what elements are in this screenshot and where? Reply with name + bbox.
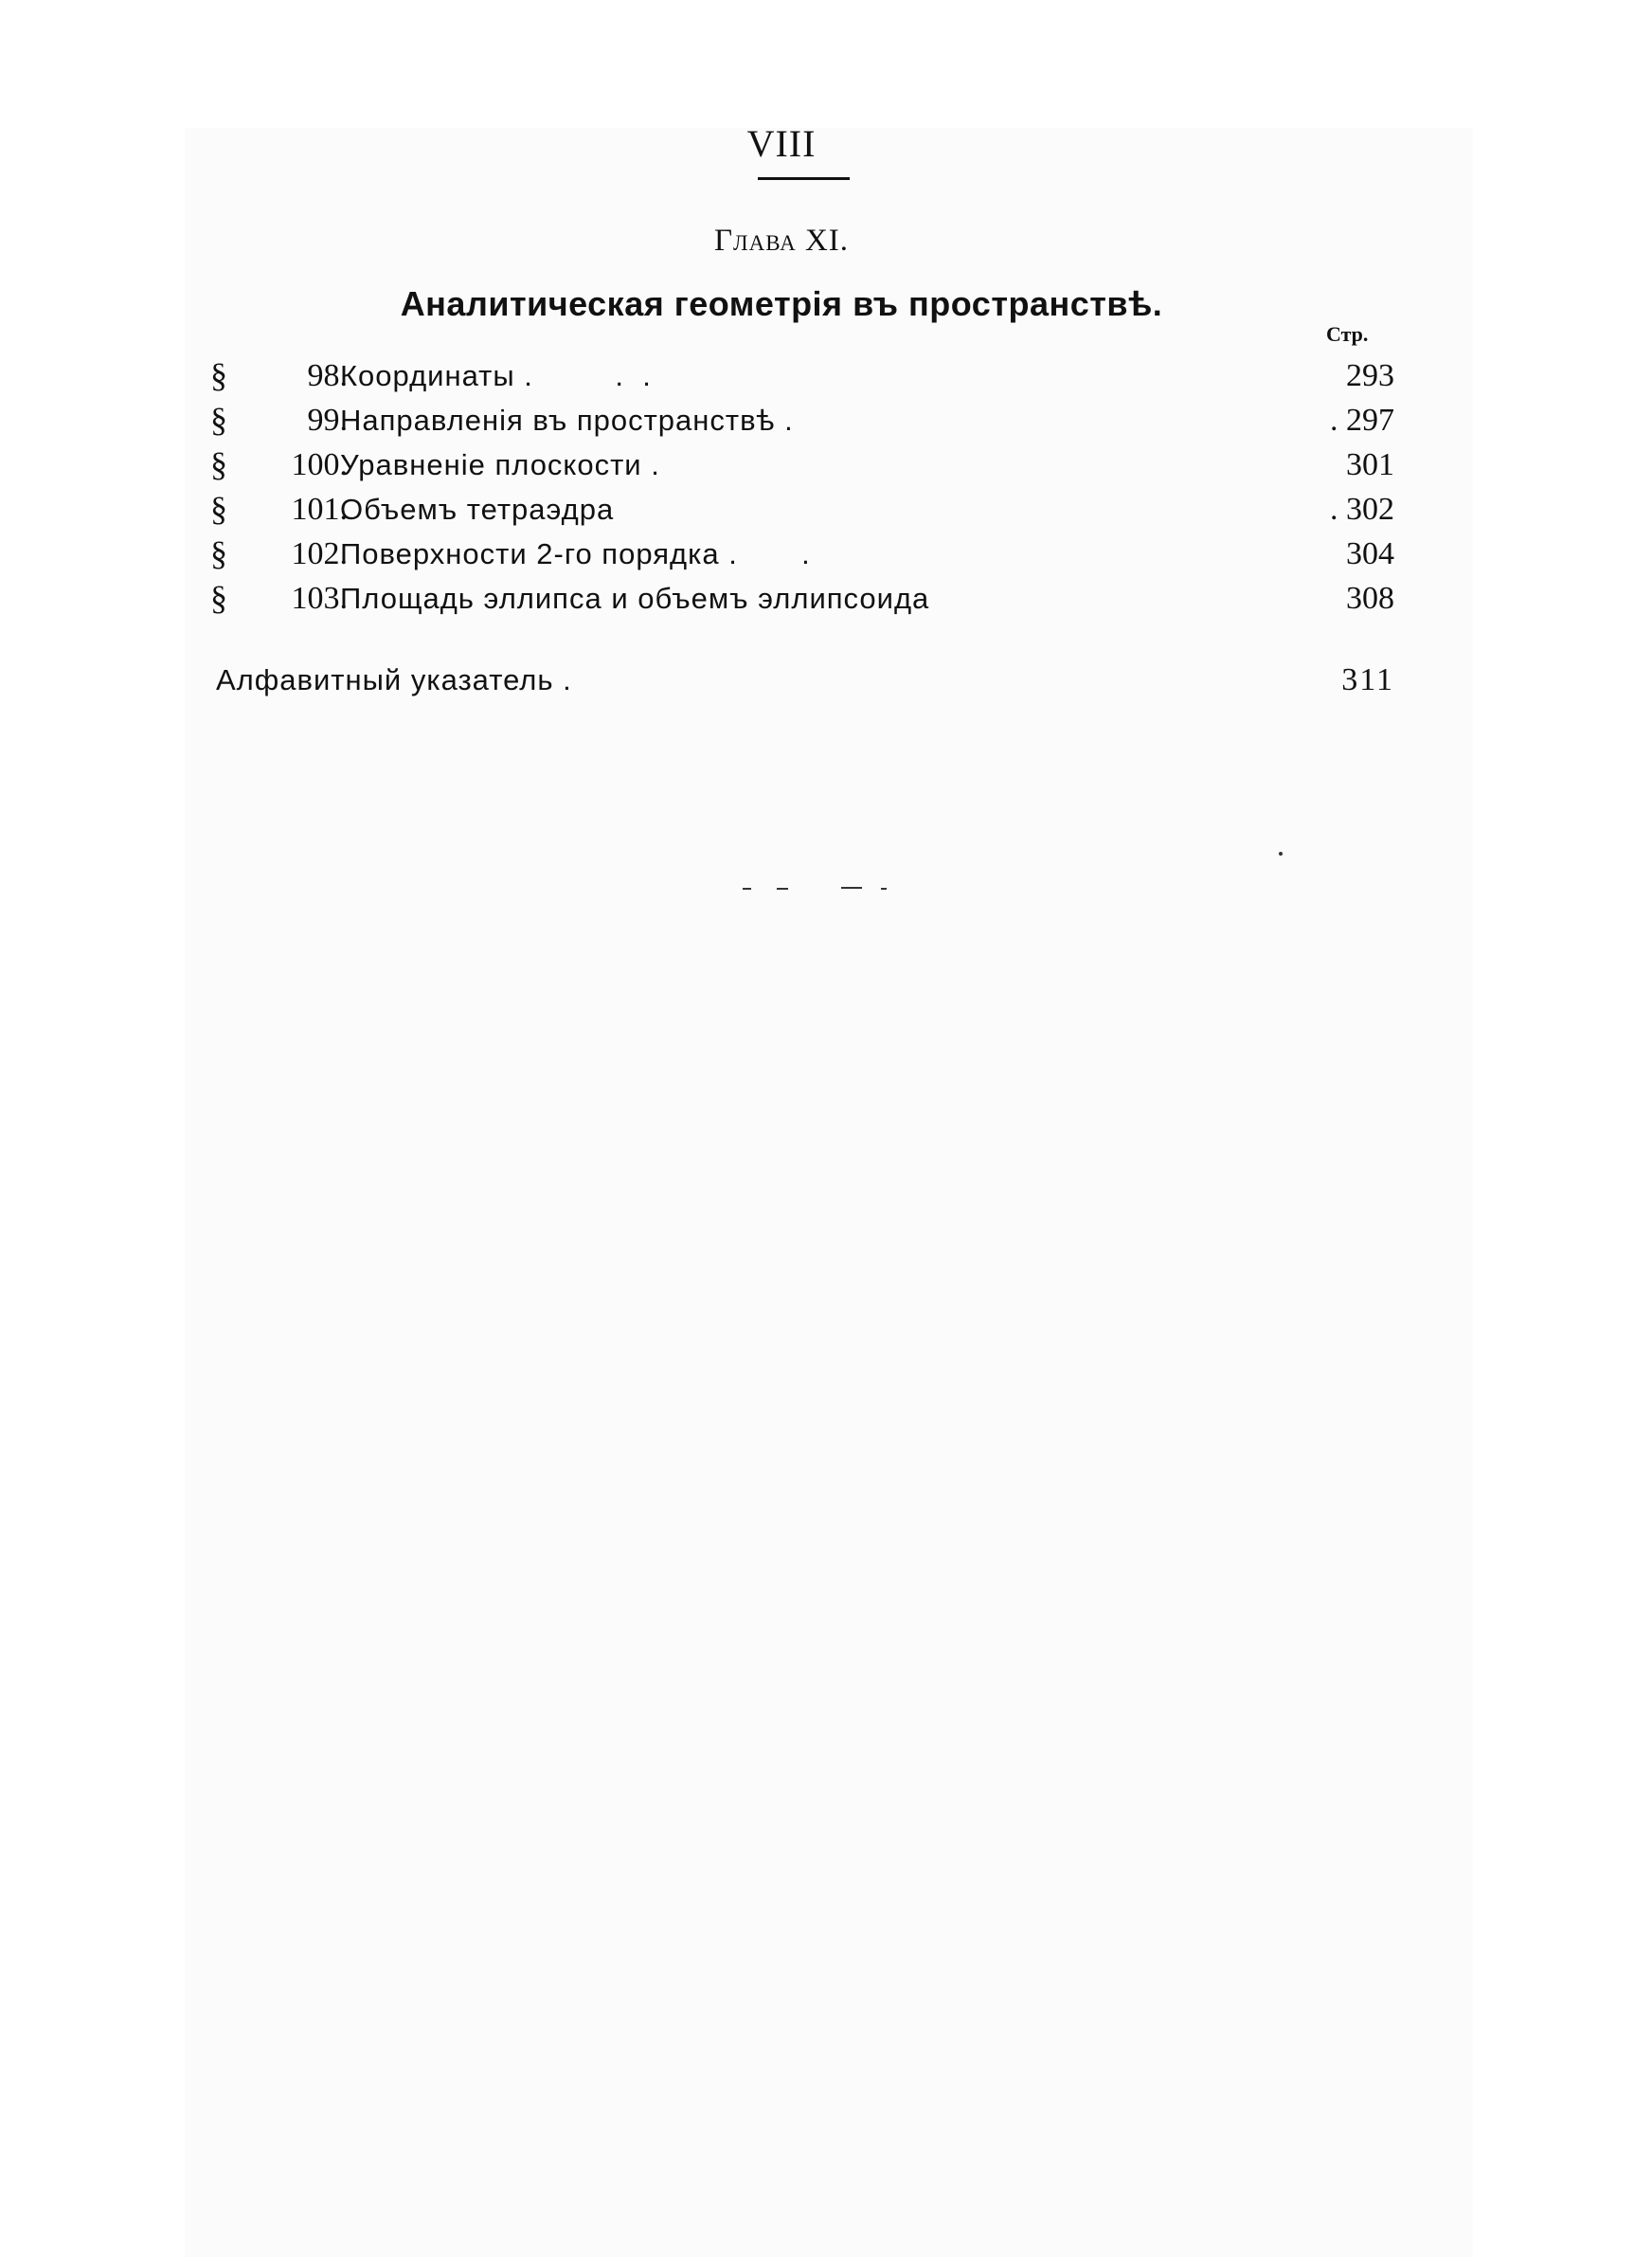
section-title: Площадь эллипса и объемъ эллипсоида xyxy=(340,582,930,615)
page-number: VIII xyxy=(746,122,817,165)
print-speck xyxy=(841,887,862,889)
section-page: 293 xyxy=(1346,358,1394,393)
index-page: 311 xyxy=(1341,662,1394,697)
section-number: 100. xyxy=(291,447,348,482)
section-sign: § xyxy=(210,445,227,483)
section-title: Направленія въ пространствѣ . xyxy=(340,404,794,437)
section-sign: § xyxy=(210,401,227,439)
section-sign: § xyxy=(210,579,227,617)
section-sign: § xyxy=(210,490,227,528)
index-title: Алфавитный указатель . xyxy=(216,663,572,696)
toc-entry xyxy=(210,487,1394,532)
section-title: Координаты . . . xyxy=(340,359,652,392)
section-page: . 302 xyxy=(1330,492,1394,527)
page-number-underline xyxy=(758,177,850,180)
section-sign: § xyxy=(210,356,227,394)
section-page: . 297 xyxy=(1330,403,1394,438)
section-page: 301 xyxy=(1346,447,1394,482)
print-speck xyxy=(881,888,887,890)
index-entry xyxy=(216,657,1394,704)
chapter-title: Аналитическая геометрія въ пространствѣ. xyxy=(400,284,1163,323)
chapter-label: Глава XI. xyxy=(713,224,850,258)
section-number: 102. xyxy=(291,536,348,571)
toc-entry xyxy=(210,442,1394,487)
section-sign: § xyxy=(210,534,227,572)
section-title: Поверхности 2-го порядка . . xyxy=(340,537,811,570)
table-of-contents xyxy=(210,353,1394,621)
toc-entry xyxy=(210,576,1394,621)
section-title: Уравненіе плоскости . xyxy=(340,448,660,481)
section-title: Объемъ тетраэдра xyxy=(340,493,615,526)
print-speck xyxy=(777,888,788,890)
section-number: 101. xyxy=(291,492,348,527)
print-speck xyxy=(743,888,751,890)
print-speck xyxy=(1279,852,1283,856)
section-page: 304 xyxy=(1346,536,1394,571)
section-number: 98. xyxy=(307,358,348,393)
section-page: 308 xyxy=(1346,581,1394,616)
page-column-label: Стр. xyxy=(1326,322,1369,346)
toc-entry xyxy=(210,353,1394,398)
section-number: 99. xyxy=(307,403,348,438)
toc-entry xyxy=(210,532,1394,576)
toc-entry xyxy=(210,398,1394,442)
section-number: 103. xyxy=(291,581,348,616)
